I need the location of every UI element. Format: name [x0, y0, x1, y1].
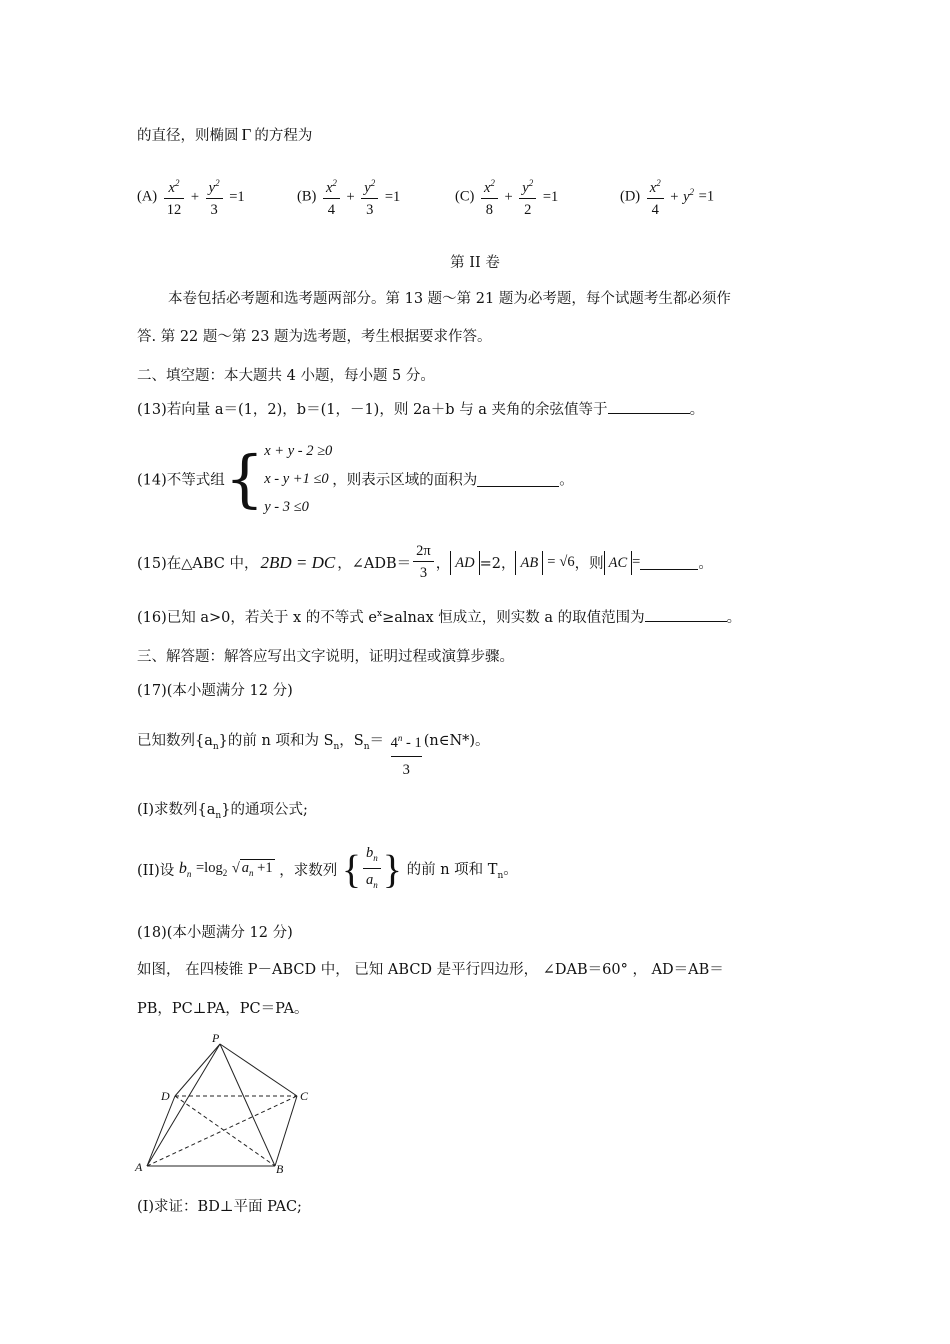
question-17-stem: 已知数列$\{a_n\}$的前 n 项和为 $S_n$，$S_n=$ $\frac{4^n - 1}{3}$ (n∈N*)。: [137, 729, 490, 783]
label-a: A: [135, 1160, 143, 1174]
question-18-line-2: PB，PC⊥PA，PC＝PA。: [137, 1001, 309, 1017]
question-17-part-1: (I)求数列$\{a_n\}$的通项公式;: [137, 802, 308, 821]
braced-fraction: { $\frac{b_n}{a_n}$ }: [342, 843, 402, 896]
question-17-part-2: (II)设 $b_n =\log_2$ √ $a_n +1$ ，求数列 { $\frac{b_n}{a_n}$ } 的前 n 项和 $T_n$。: [137, 843, 518, 896]
cont-text: 的直径，则椭圆: [137, 128, 239, 144]
question-15: (15)在△ABC 中， 2BD = DC ，∠ADB＝ $\frac{2\pi}{3}$ ， AD =2， AB = √6，则 AC = 。: [137, 541, 713, 584]
gamma-symbol: Γ: [241, 125, 252, 144]
continuation-line: [137, 124, 312, 145]
part-title: 第 II 卷: [450, 255, 500, 271]
intro-line-1: 本卷包括必考题和选考题两部分。第 13 题～第 21 题为必考题，每个试题考生都必须作: [168, 291, 731, 307]
cont-text-end: 的方程为: [254, 128, 313, 144]
label-c: C: [300, 1089, 309, 1103]
inequality-system: x + y - 2 ≥0 x - y +1 ≤0 y - 3 ≤0: [264, 443, 333, 515]
question-18-label: (18)(本小题满分 12 分): [137, 925, 293, 941]
question-14: (14)不等式组{ x + y - 2 ≥0 x - y +1 ≤0 y - 3 ≤0 ，则表示区域的面积为 。: [137, 437, 574, 521]
pyramid-figure: [130, 1030, 320, 1180]
question-17-label: (17)(本小题满分 12 分): [137, 683, 293, 699]
left-brace: {: [224, 442, 265, 515]
choice-c: (C) $\frac{x^2}{8}$ + $\frac{y^2}{2}$ =1: [455, 173, 558, 221]
choice-d: (D) $\frac{x^2}{4}$ + $y^2 =1$: [620, 173, 714, 221]
label-p: P: [212, 1031, 220, 1045]
fraction-sn: $\frac{4^n - 1}{3}$: [391, 729, 422, 783]
section-3-heading: 三、解答题：解答应写出文字说明，证明过程或演算步骤。: [137, 649, 514, 665]
question-13: (13)若向量 a＝(1，2)，b＝(1，－1)，则 2a＋b 与 a 夹角的余弦值等于 。: [137, 398, 704, 419]
label-b: B: [276, 1162, 284, 1176]
choice-a: (A) $\frac{x^2}{12}$ + $\frac{y^2}{3}$ =1: [137, 173, 245, 221]
answer-blank-13[interactable]: [608, 399, 690, 414]
intro-line-2: 答. 第 22 题～第 23 题为选考题，考生根据要求作答。: [137, 329, 492, 345]
answer-blank-16[interactable]: [645, 607, 727, 622]
question-16: (16)已知 a>0，若关于 x 的不等式 $e^x\ge alnax$ 恒成立，则实数 a 的取值范围为 。: [137, 606, 741, 627]
question-18-part-1: (I)求证：BD⊥平面 PAC;: [137, 1199, 302, 1215]
section-2-heading: 二、填空题：本大题共 4 小题，每小题 5 分。: [137, 368, 435, 384]
choice-b: (B) $\frac{x^2}{4}$ + $\frac{y^2}{3}$ =1: [297, 173, 400, 221]
answer-blank-14[interactable]: [477, 472, 559, 487]
question-18-line-1: 如图， 在四棱锥 P－ABCD 中， 已知 ABCD 是平行四边形， ∠DAB＝60° ， AD＝AB＝: [137, 962, 724, 978]
label-d: D: [161, 1089, 170, 1103]
answer-blank-15[interactable]: [640, 555, 698, 570]
